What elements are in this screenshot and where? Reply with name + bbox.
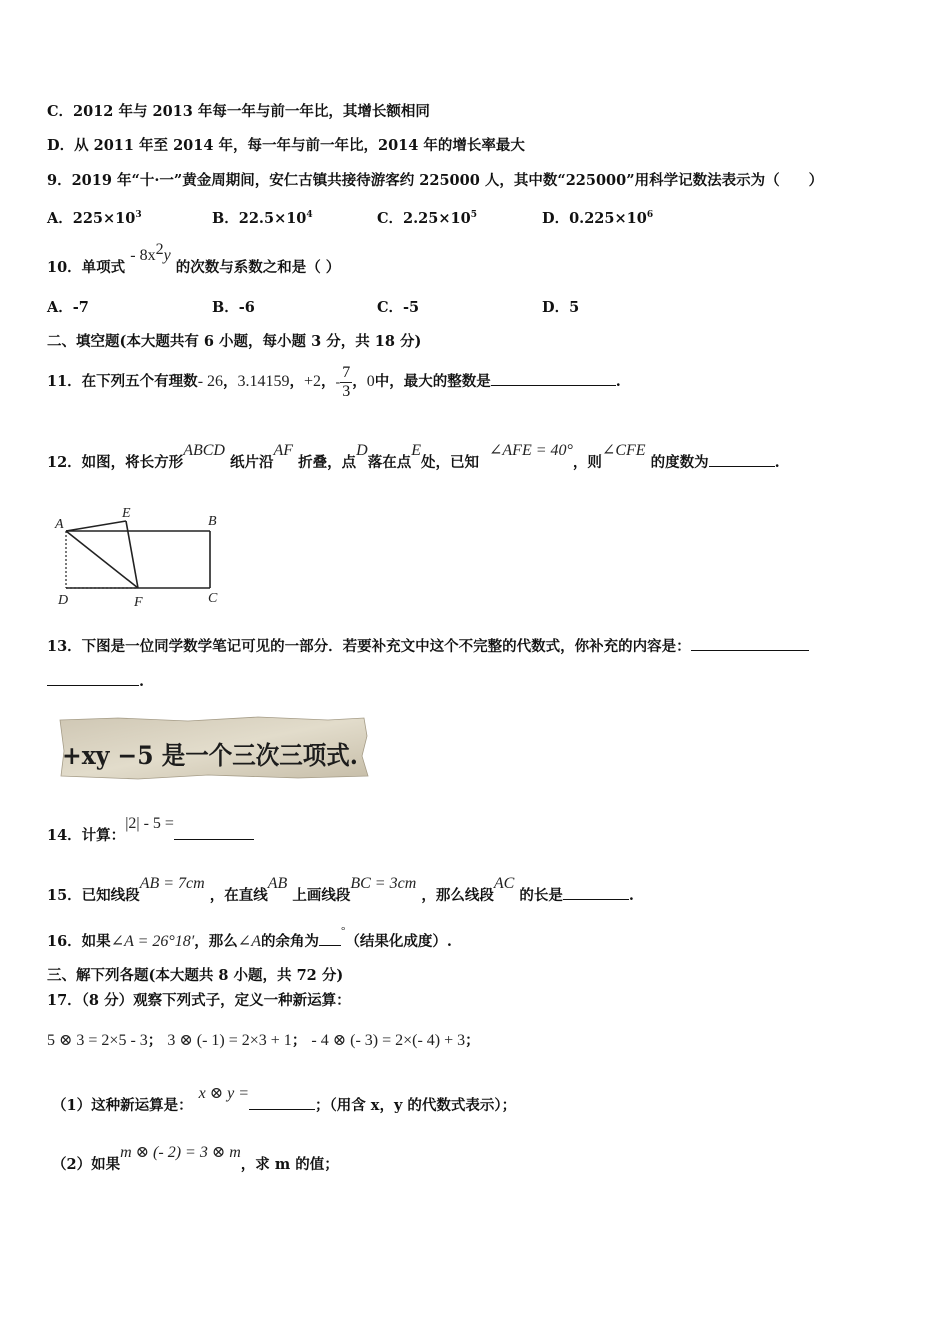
q13-answer-blank-1[interactable] [691,636,809,651]
q13-answer-blank-2[interactable] [47,671,139,686]
q14-expression: |2| - 5 = [125,815,174,832]
q8-option-c: C．2012 年与 2013 年每一年与前一年比，其增长额相同 [47,103,430,120]
q9-option-b: B．$22.5\times 10^4$ [212,209,313,227]
label-f: F [134,595,143,610]
q9-option-d: D．$0.225\times 10^6$ [542,209,654,227]
q13-stem-cont: . [47,671,144,692]
q16-answer-blank[interactable] [319,931,341,946]
q14-answer-blank[interactable] [174,825,254,840]
q17-stem: 17．（8 分）观察下列式子，定义一种新运算： [47,992,351,1009]
label-d: D [58,593,69,608]
section-2-title: 二、填空题(本大题共有 6 小题，每小题 3 分，共 18 分) [47,333,422,350]
label-c: C [208,591,218,606]
q17-examples: 5 ⊗ 3 = 2×5 - 3； 3 ⊗ (- 1) = 2×3 + 1； - 4 ⊗ (- 3) = 2×(- 4) + 3； [47,1032,480,1049]
section-3-title: 三、解下列各题(本大题共 8 小题，共 72 分) [47,967,344,984]
handwritten-note: +xy −5 是一个三次三项式. [62,741,358,770]
q15-stem: 15．已知线段AB = 7cm ，在直线AB 上画线段BC = 3cm ，那么线段AC 的长是 . [47,875,634,904]
q17-part1: （1）这种新运算是：x ⊗ y =；（用含 x，y 的代数式表示）； [52,1085,517,1114]
fold-line-a-f [66,531,138,588]
edge-a-e [66,521,126,531]
q13-notebook-snippet [58,716,370,780]
q17-part2: （2）如果m ⊗ (- 2) = 3 ⊗ m，求 m 的值； [52,1144,339,1173]
q16-stem: 16．如果∠A = 26°18′，那么∠A的余角为°（结果化成度）. [47,925,452,950]
q12-stem: 12．如图，将长方形ABCD 纸片沿AF 折叠，点D落在点E处，已知∠AFE = 40°，则∠CFE 的度数为 . [47,442,780,471]
q9-option-a: A．$225\times 10^3$ [47,209,142,227]
q11-stem: 11．在下列五个有理数- 26，3.14159，+2，- $\frac{7}{3}$ ，0中，最大的整数是 . [47,363,621,400]
q15-answer-blank[interactable] [563,885,629,900]
q10-option-d: D．5 [542,299,580,316]
q11-fraction: $\frac{7}{3}$ [342,363,351,400]
q12-rectangle-figure [52,503,232,611]
q10-stem: 10．单项式 - $8x^2y$ 的次数与系数之和是（ ） [47,241,341,276]
label-e: E [122,506,131,521]
q12-answer-blank[interactable] [709,452,775,467]
q11-answer-blank[interactable] [491,371,616,386]
q10-monomial: - $8x^2y$ [130,241,171,264]
q10-option-c: C．-5 [377,299,420,316]
q10-option-a: A．-7 [47,299,89,316]
q13-stem: 13．下图是一位同学数学笔记可见的一部分．若要补充文中这个不完整的代数式，你补充的内容是： [47,636,809,657]
q14-stem: 14．计算：|2| - 5 = [47,825,254,846]
label-b: B [208,514,217,529]
q9-stem: 9．2019 年“十·一”黄金周期间，安仁古镇共接待游客约 225000 人，其中数“225000”用科学记数法表示为（ ） [47,172,824,189]
q9-option-c: C．$2.25\times 10^5$ [377,209,477,227]
q8-option-d: D．从 2011 年至 2014 年，每一年与前一年比，2014 年的增长率最大 [47,137,525,154]
q17-part1-answer-blank[interactable] [249,1095,315,1110]
label-a: A [55,517,64,532]
q10-option-b: B．-6 [212,299,255,316]
